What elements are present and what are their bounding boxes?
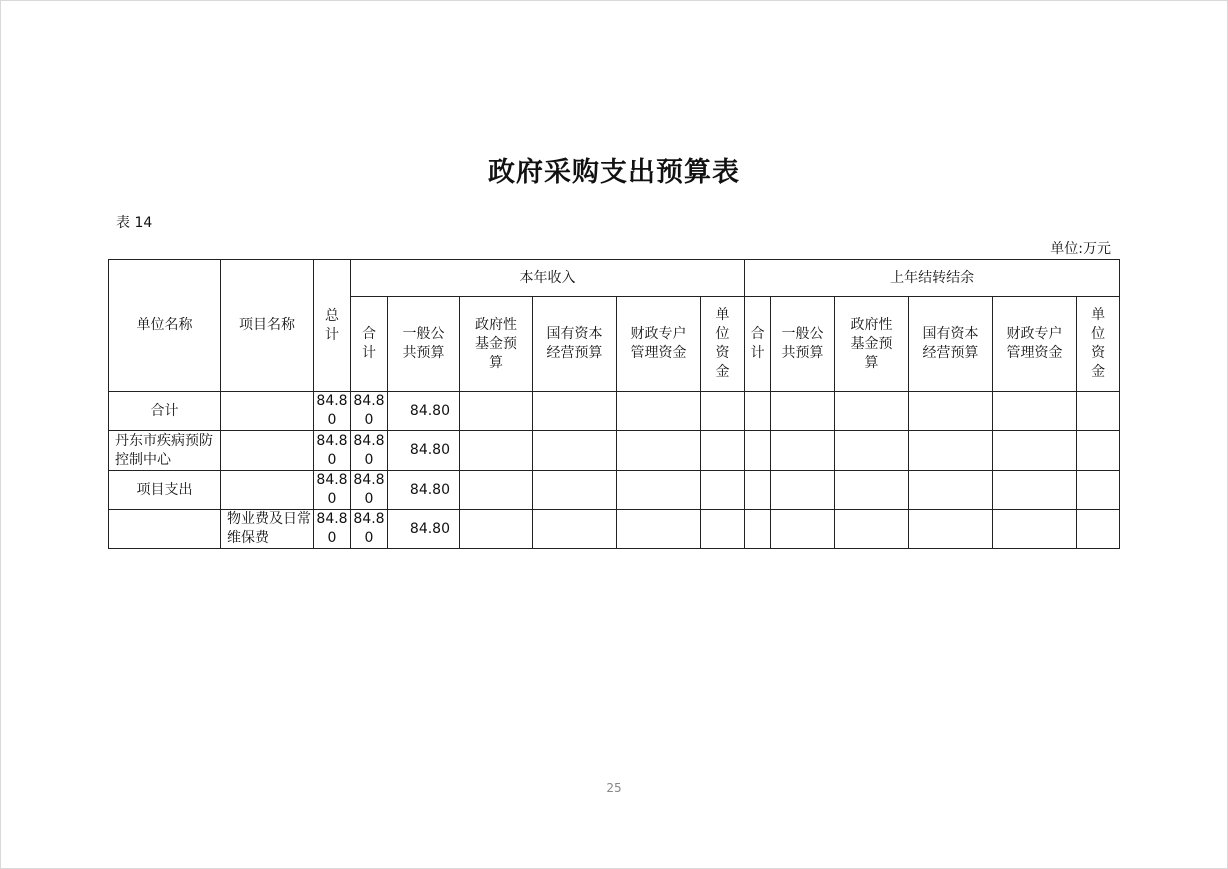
cell-cy-gov-fund bbox=[460, 471, 533, 510]
header-prior-year: 上年结转结余 bbox=[745, 260, 1120, 297]
cell-py-fiscal bbox=[993, 431, 1077, 471]
header-cy-unit bbox=[701, 297, 745, 392]
header-project-name: 项目名称 bbox=[221, 260, 314, 392]
cell-py-general bbox=[771, 471, 835, 510]
header-cy-unit-text: 单位资金 bbox=[715, 307, 730, 380]
cell-cy-unit bbox=[701, 431, 745, 471]
cell-py-general bbox=[771, 510, 835, 549]
cell-project-name bbox=[221, 431, 314, 471]
header-cy-state-capital-text: 国有资本经营预算 bbox=[546, 326, 603, 361]
header-total bbox=[314, 260, 351, 392]
cell-cy-gov-fund bbox=[460, 431, 533, 471]
cell-py-gov-fund bbox=[835, 431, 909, 471]
cell-unit-name bbox=[109, 510, 221, 549]
header-py-state-capital-text: 国有资本经营预算 bbox=[922, 326, 979, 361]
cell-cy-unit bbox=[701, 510, 745, 549]
budget-table bbox=[108, 259, 1120, 549]
cell-cy-subtotal: 84.80 bbox=[351, 431, 388, 471]
cell-py-general bbox=[771, 431, 835, 471]
header-cy-general bbox=[388, 297, 460, 392]
unit-label: 单位:万元 bbox=[1050, 241, 1111, 257]
header-py-state-capital bbox=[909, 297, 993, 392]
header-cy-subtotal-text: 合计 bbox=[362, 326, 376, 361]
cell-cy-state-capital bbox=[533, 431, 617, 471]
header-py-general bbox=[771, 297, 835, 392]
cell-py-fiscal bbox=[993, 471, 1077, 510]
cell-unit-name: 合计 bbox=[109, 392, 221, 431]
header-py-unit-text: 单位资金 bbox=[1091, 307, 1106, 380]
table-row bbox=[109, 510, 1120, 549]
cell-project-name bbox=[221, 392, 314, 431]
cell-cy-general: 84.80 bbox=[388, 392, 460, 431]
cell-cy-state-capital bbox=[533, 510, 617, 549]
header-cy-gov-fund bbox=[460, 297, 533, 392]
cell-total: 84.80 bbox=[314, 431, 351, 471]
cell-project-name bbox=[221, 471, 314, 510]
cell-total: 84.80 bbox=[314, 510, 351, 549]
header-total-text: 总计 bbox=[325, 307, 339, 343]
cell-py-subtotal bbox=[745, 392, 771, 431]
header-py-subtotal bbox=[745, 297, 771, 392]
cell-total: 84.80 bbox=[314, 392, 351, 431]
cell-py-gov-fund bbox=[835, 392, 909, 431]
page-number: 25 bbox=[606, 781, 622, 795]
header-cy-state-capital bbox=[533, 297, 617, 392]
header-py-general-text: 一般公共预算 bbox=[781, 326, 824, 361]
cell-py-unit bbox=[1077, 392, 1120, 431]
cell-cy-unit bbox=[701, 392, 745, 431]
cell-cy-state-capital bbox=[533, 392, 617, 431]
cell-project-name: 物业费及日常维保费 bbox=[221, 510, 314, 549]
cell-py-unit bbox=[1077, 471, 1120, 510]
cell-py-general bbox=[771, 392, 835, 431]
cell-cy-subtotal: 84.80 bbox=[351, 471, 388, 510]
cell-cy-fiscal bbox=[617, 510, 701, 549]
cell-py-subtotal bbox=[745, 471, 771, 510]
cell-cy-fiscal bbox=[617, 471, 701, 510]
cell-cy-general: 84.80 bbox=[388, 510, 460, 549]
cell-py-state-capital bbox=[909, 471, 993, 510]
cell-cy-state-capital bbox=[533, 471, 617, 510]
cell-py-fiscal bbox=[993, 392, 1077, 431]
header-py-subtotal-text: 合计 bbox=[750, 326, 765, 361]
header-py-unit bbox=[1077, 297, 1120, 392]
header-cy-fiscal-text: 财政专户管理资金 bbox=[630, 326, 687, 361]
cell-cy-subtotal: 84.80 bbox=[351, 510, 388, 549]
cell-unit-name: 丹东市疾病预防控制中心 bbox=[109, 431, 221, 471]
cell-py-unit bbox=[1077, 431, 1120, 471]
cell-cy-gov-fund bbox=[460, 392, 533, 431]
cell-py-gov-fund bbox=[835, 510, 909, 549]
cell-py-fiscal bbox=[993, 510, 1077, 549]
cell-cy-general: 84.80 bbox=[388, 431, 460, 471]
cell-py-state-capital bbox=[909, 510, 993, 549]
cell-py-gov-fund bbox=[835, 471, 909, 510]
cell-cy-general: 84.80 bbox=[388, 471, 460, 510]
header-cy-fiscal bbox=[617, 297, 701, 392]
cell-py-subtotal bbox=[745, 431, 771, 471]
header-cy-subtotal bbox=[351, 297, 388, 392]
header-py-gov-fund-text: 政府性基金预算 bbox=[850, 316, 893, 371]
cell-cy-unit bbox=[701, 471, 745, 510]
header-py-gov-fund bbox=[835, 297, 909, 392]
cell-py-state-capital bbox=[909, 431, 993, 471]
cell-py-subtotal bbox=[745, 510, 771, 549]
table-row bbox=[109, 471, 1120, 510]
header-cy-gov-fund-text: 政府性基金预算 bbox=[474, 316, 517, 371]
header-unit-name: 单位名称 bbox=[109, 260, 221, 392]
table-row bbox=[109, 431, 1120, 471]
cell-cy-fiscal bbox=[617, 392, 701, 431]
header-py-fiscal bbox=[993, 297, 1077, 392]
cell-unit-name: 项目支出 bbox=[109, 471, 221, 510]
table-number: 表 14 bbox=[116, 215, 153, 231]
header-py-fiscal-text: 财政专户管理资金 bbox=[1006, 326, 1063, 361]
header-cy-general-text: 一般公共预算 bbox=[402, 326, 445, 361]
cell-cy-gov-fund bbox=[460, 510, 533, 549]
cell-cy-subtotal: 84.80 bbox=[351, 392, 388, 431]
cell-py-state-capital bbox=[909, 392, 993, 431]
cell-cy-fiscal bbox=[617, 431, 701, 471]
page-title: 政府采购支出预算表 bbox=[488, 157, 740, 188]
table-row bbox=[109, 392, 1120, 431]
cell-total: 84.80 bbox=[314, 471, 351, 510]
cell-py-unit bbox=[1077, 510, 1120, 549]
header-current-year: 本年收入 bbox=[351, 260, 745, 297]
